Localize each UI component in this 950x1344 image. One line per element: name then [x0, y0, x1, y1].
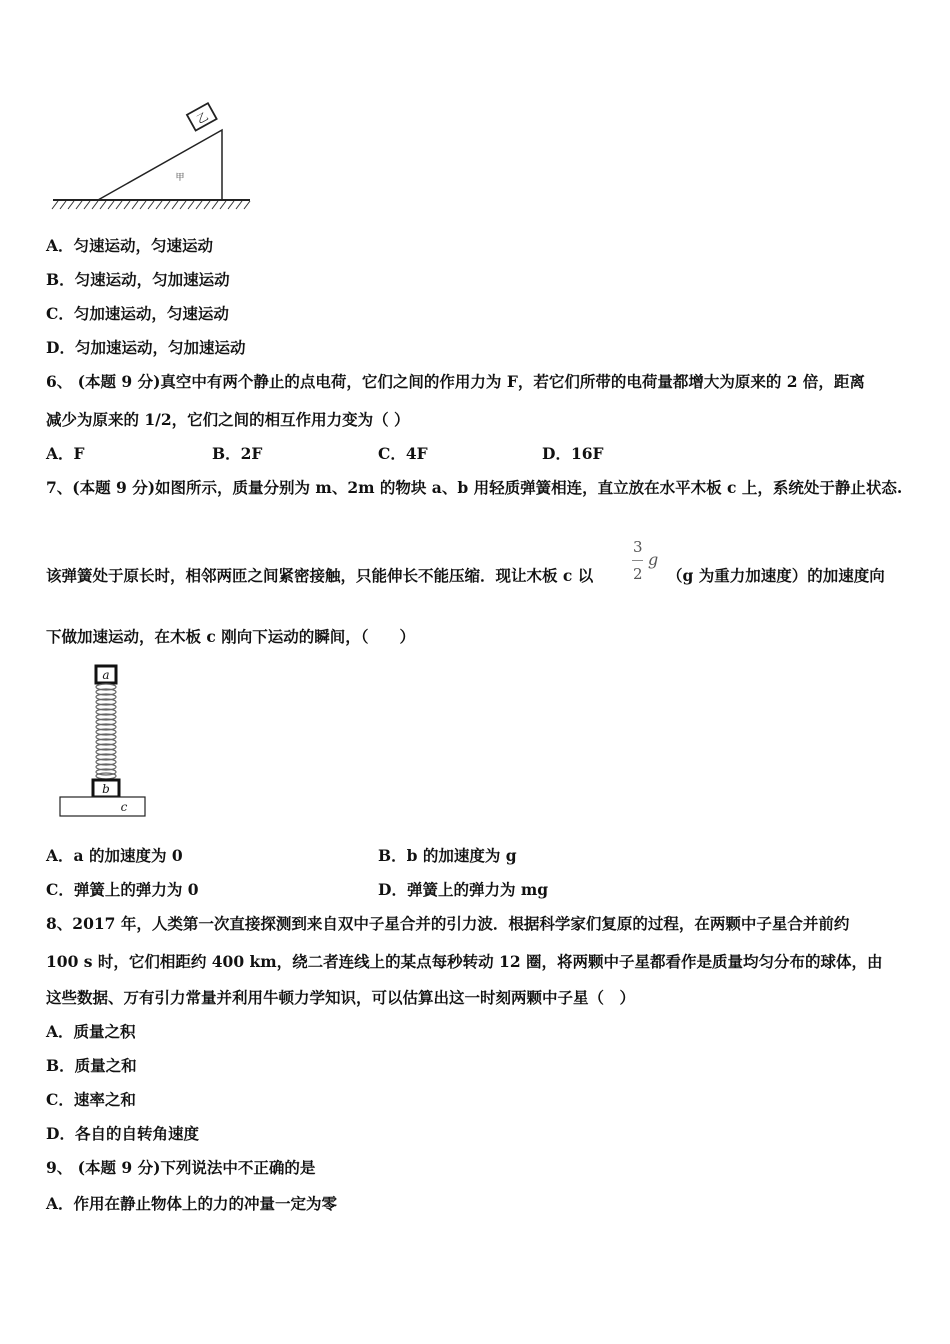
fraction-bar: [632, 560, 643, 561]
q6-option-d: D．16F: [542, 444, 604, 463]
q6-option-b: B．2F: [212, 444, 263, 463]
q7-option-a: A．a 的加速度为 0: [46, 846, 183, 865]
q8-option-d: D．各自的自转角速度: [46, 1124, 199, 1143]
board-c: [60, 797, 145, 816]
q8-option-c: C．速率之和: [46, 1090, 136, 1109]
block-on-incline: [187, 103, 217, 130]
block-label: 乙: [194, 109, 211, 127]
spring-coils: [96, 684, 116, 779]
q6-option-c: C．4F: [378, 444, 428, 463]
incline-label: 甲: [175, 173, 185, 183]
q7-stem-line1: 7、(本题 9 分)如图所示，质量分别为 m、2m 的物块 a、b 用轻质弹簧相连，直立放在水平木板 c 上，系统处于静止状态.: [46, 478, 903, 497]
incline-wedge: [98, 130, 222, 200]
q7-stem-line3: 下做加速运动，在木板 c 刚向下运动的瞬间，（ ）: [46, 627, 415, 646]
fraction-variable: g: [648, 550, 659, 569]
q8-stem-line1: 8、2017 年，人类第一次直接探测到来自双中子星合并的引力波．根据科学家们复原的过程，在两颗中子星合并前约: [46, 914, 850, 933]
q6-option-a: A．F: [46, 444, 85, 463]
board-c-label: c: [120, 800, 128, 814]
q7-stem-line2-after: （g 为重力加速度）的加速度向: [667, 566, 885, 585]
q6-stem-line1: 6、 (本题 9 分)真空中有两个静止的点电荷，它们之间的作用力为 F，若它们所带的电荷量都增大为原来的 2 倍，距离: [46, 372, 865, 391]
q9-stem-line1: 9、 (本题 9 分)下列说法中不正确的是: [46, 1158, 316, 1177]
q7-stem-line2-before: 该弹簧处于原长时，相邻两匝之间紧密接触，只能伸长不能压缩．现让木板 c 以: [46, 566, 594, 585]
fraction-numerator: 3: [633, 538, 643, 556]
incline-figure: [50, 110, 255, 215]
fraction-denominator: 2: [633, 565, 643, 583]
q7-option-c: C．弹簧上的弹力为 0: [46, 880, 199, 899]
q5-option-b: B．匀速运动，匀加速运动: [46, 270, 230, 289]
q8-option-a: A．质量之积: [46, 1022, 136, 1041]
q8-option-b: B．质量之和: [46, 1056, 137, 1075]
spring-figure: [58, 664, 148, 819]
block-a-label: a: [102, 668, 110, 682]
q6-stem-line2: 减少为原来的 1/2，它们之间的相互作用力变为（ ）: [46, 410, 410, 429]
q7-option-b: B．b 的加速度为 g: [378, 846, 517, 865]
q9-option-a: A．作用在静止物体上的力的冲量一定为零: [46, 1194, 338, 1213]
q5-option-c: C．匀加速运动，匀速运动: [46, 304, 229, 323]
q8-stem-line2: 100 s 时，它们相距约 400 km，绕二者连线上的某点每秒转动 12 圈，将两颗中子星都看作是质量均匀分布的球体，由: [46, 952, 883, 971]
q5-option-a: A．匀速运动，匀速运动: [46, 236, 214, 255]
q7-option-d: D．弹簧上的弹力为 mg: [378, 880, 549, 899]
block-b-label: b: [102, 782, 110, 796]
q8-stem-line3: 这些数据、万有引力常量并利用牛顿力学知识，可以估算出这一时刻两颗中子星（ ）: [46, 988, 636, 1007]
q5-option-d: D．匀加速运动，匀加速运动: [46, 338, 246, 357]
